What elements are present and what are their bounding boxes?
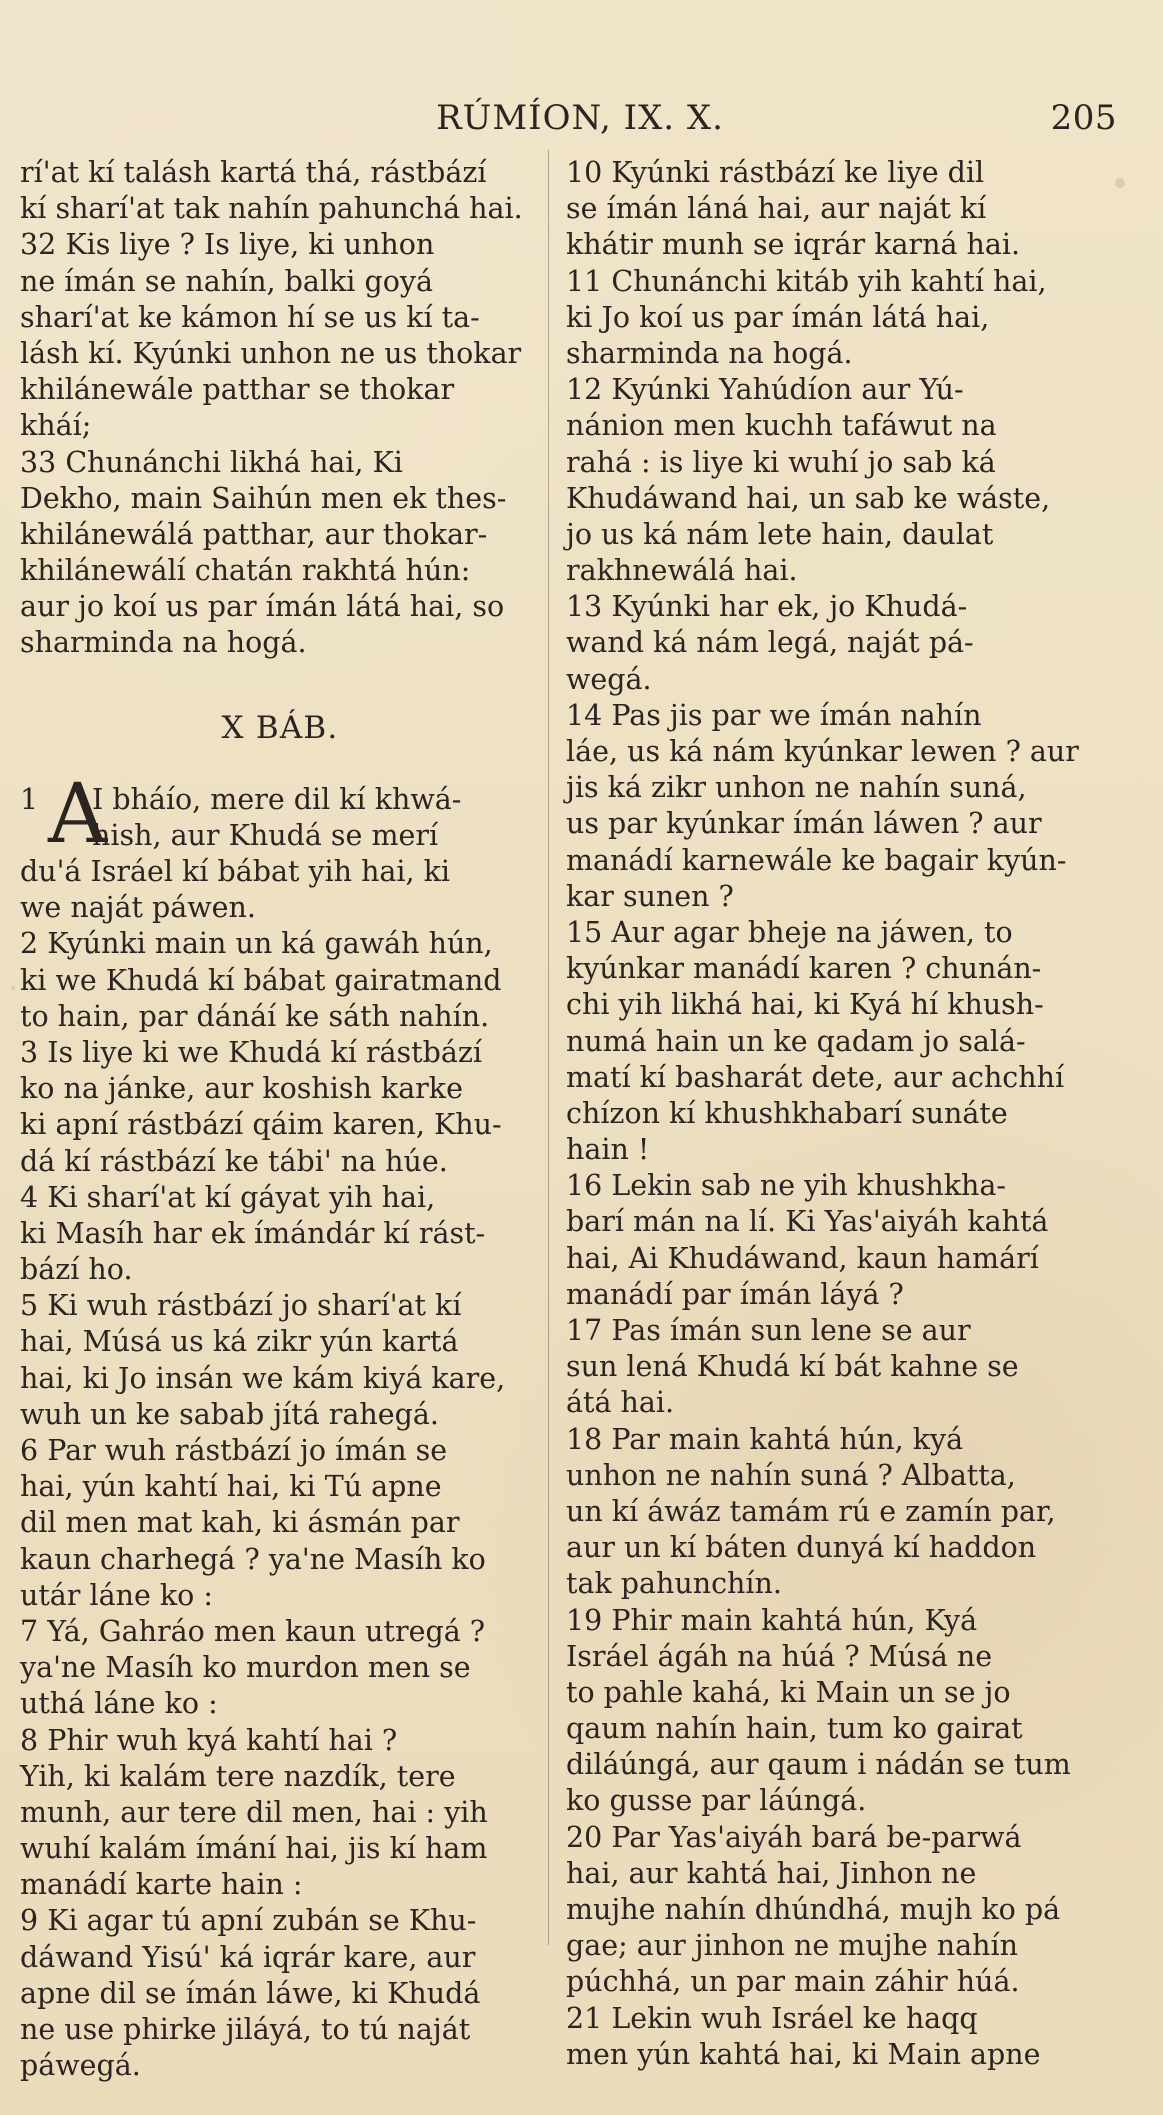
text-line: hai, aur kahtá hai, Jinhon ne (566, 1856, 977, 1890)
text-line: wand ká nám legá, naját pá- (566, 626, 974, 660)
text-line: aur un kí báten dunyá kí haddon (566, 1531, 1037, 1565)
text-line: 19 Phir main kahtá hún, Kyá (566, 1603, 978, 1637)
text-line: Dekho, main Saihún men ek thes- (20, 481, 507, 515)
text-line: I bháío, mere dil kí khwá- (92, 782, 462, 816)
text-line: hish, aur Khudá se merí (92, 818, 439, 852)
text-line: 14 Pas jis par we ímán nahín (566, 698, 982, 732)
text-line: 8 Phir wuh kyá kahtí hai ? (20, 1723, 398, 1757)
text-line: sharminda na hogá. (566, 336, 853, 370)
text-line: 33 Chunánchi likhá hai, Ki (20, 445, 403, 479)
text-line: hai, ki Jo insán we kám kiyá kare, (20, 1361, 506, 1395)
text-line: wuh un ke sabab jítá rahegá. (20, 1397, 439, 1431)
text-line: kar sunen ? (566, 879, 734, 913)
text-line: 17 Pas ímán sun lene se aur (566, 1314, 971, 1347)
text-line: ya'ne Masíh ko murdon men se (20, 1651, 471, 1685)
text-line: ki apní rástbází qáim karen, Khu- (20, 1108, 502, 1142)
text-line: khilánewálá patthar, aur thokar- (20, 517, 488, 551)
text-line: munh, aur tere dil men, hai : yih (20, 1795, 488, 1829)
text-line: jo us ká nám lete hain, daulat (566, 517, 994, 551)
text-line: ki Masíh har ek ímándár kí rást- (20, 1216, 486, 1250)
text-line: ki Jo koí us par ímán látá hai, (566, 300, 990, 334)
text-line: nánion men kuchh tafáwut na (566, 409, 997, 443)
text-line: 12 Kyúnki Yahúdíon aur Yú- (566, 373, 964, 407)
text-line: khátir munh se iqrár karná hai. (566, 228, 1021, 262)
text-line: dáwand Yisú' ká iqrár kare, aur (20, 1940, 476, 1974)
right-column (566, 155, 1080, 2073)
text-line: us par kyúnkar ímán láwen ? aur (566, 807, 1042, 841)
text-line: manádí karnewále ke bagair kyún- (566, 843, 1067, 877)
text-line: bází ho. (20, 1253, 133, 1287)
text-line: 20 Par Yas'aiyáh bará be-parwá (566, 1820, 1022, 1854)
text-line: ki we Khudá kí bábat gairatmand (20, 963, 502, 997)
text-line: kí sharí'at tak nahín pahunchá hai. (20, 192, 523, 226)
text-line: ko na jánke, aur koshish karke (20, 1072, 463, 1106)
text-line: Yih, ki kalám tere nazdík, tere (20, 1759, 456, 1793)
text-line: wegá. (566, 662, 652, 696)
text-line: Khudáwand hai, un sab ke wáste, (566, 481, 1051, 515)
text-line: diláúngá, aur qaum i nádán se tum (566, 1748, 1071, 1782)
text-line: utár láne ko : (20, 1578, 213, 1612)
chapter-heading: X BÁB. (221, 709, 339, 746)
page-number: 205 (1050, 98, 1117, 138)
text-line: hai, Ai Khudáwand, kaun hamárí (566, 1241, 1039, 1275)
running-head: RÚMÍON, IX. X. (436, 98, 724, 138)
text-line: khilánewále patthar se thokar (20, 373, 455, 407)
text-line: apne dil se ímán láwe, ki Khudá (20, 1976, 481, 2010)
text-line: uthá láne ko : (20, 1687, 218, 1721)
text-line: aur jo koí us par ímán látá hai, so (20, 590, 505, 624)
drop-cap: A (48, 766, 108, 862)
text-line: barí mán na lí. Ki Yas'aiyáh kahtá (566, 1205, 1049, 1239)
text-line: hai, Músá us ká zikr yún kartá (20, 1325, 459, 1359)
text-line: dil men mat kah, ki ásmán par (20, 1506, 460, 1540)
text-line: sun lená Khudá kí bát kahne se (566, 1350, 1019, 1384)
text-line: 32 Kis liye ? Is liye, ki unhon (20, 228, 435, 262)
margin-mark (11, 986, 15, 990)
text-line: 13 Kyúnki har ek, jo Khudá- (566, 590, 968, 624)
text-line: átá hai. (566, 1386, 675, 1420)
text-line: rí'at kí talásh kartá thá, rástbází (20, 156, 487, 189)
text-line: hain ! (566, 1133, 650, 1167)
text-line: 7 Yá, Gahráo men kaun utregá ? (20, 1614, 486, 1648)
text-line: 2 Kyúnki main un ká gawáh hún, (20, 927, 493, 961)
text-line: chízon kí khushkhabarí sunáte (566, 1096, 1008, 1130)
paper-speck (1115, 178, 1125, 188)
text-line: chi yih likhá hai, ki Kyá hí khush- (566, 988, 1044, 1022)
text-line: numá hain un ke qadam jo salá- (566, 1024, 1026, 1058)
text-line: rahá : is liye ki wuhí jo sab ká (566, 445, 996, 479)
text-line: kyúnkar manádí karen ? chunán- (566, 952, 1042, 986)
text-line: 6 Par wuh rástbází jo ímán se (20, 1434, 448, 1467)
text-line: kaun charhegá ? ya'ne Masíh ko (20, 1542, 486, 1576)
chapter-heading-block (20, 662, 540, 782)
text-line: manádí karte hain : (20, 1868, 303, 1902)
text-line: men yún kahtá hai, ki Main apne (566, 2037, 1041, 2071)
text-line: 5 Ki wuh rástbází jo sharí'at kí (20, 1289, 462, 1323)
text-line: 21 Lekin wuh Isráel ke haqq (566, 2001, 978, 2035)
text-line: to hain, par dánáí ke sáth nahín. (20, 999, 490, 1033)
text-line: rakhnewálá hai. (566, 554, 798, 588)
verse-number: 1 (20, 782, 39, 816)
text-line: khilánewálí chatán rakhtá hún: (20, 554, 471, 588)
text-line: ne use phirke jiláyá, to tú naját (20, 2013, 471, 2046)
text-line: manádí par ímán láyá ? (566, 1277, 904, 1311)
text-line: 4 Ki sharí'at kí gáyat yih hai, (20, 1180, 436, 1214)
text-line: sharminda na hogá. (20, 626, 307, 660)
text-line: lásh kí. Kyúnki unhon ne us thokar (20, 336, 522, 370)
text-line: sharí'at ke kámon hí se us kí ta- (20, 300, 480, 334)
text-line: dá kí rástbází ke tábi' na húe. (20, 1144, 448, 1178)
text-line: 10 Kyúnki rástbází ke liye dil (566, 156, 985, 189)
text-line: gae; aur jinhon ne mujhe nahín (566, 1929, 1018, 1963)
text-line: we naját páwen. (20, 891, 256, 925)
text-line: páwegá. (20, 2049, 141, 2083)
text-line: 15 Aur agar bheje na jáwen, to (566, 915, 1013, 949)
column-divider (548, 150, 549, 1945)
text-line: to pahle kahá, ki Main un se jo (566, 1675, 1011, 1709)
text-line: láe, us ká nám kyúnkar lewen ? aur (566, 735, 1079, 768)
text-line: púchhá, un par main záhir húá. (566, 1965, 1020, 1999)
text-line: mujhe nahín dhúndhá, mujh ko pá (566, 1893, 1061, 1926)
text-line: 16 Lekin sab ne yih khushkha- (566, 1169, 1006, 1203)
text-line: ko gusse par láúngá. (566, 1784, 867, 1818)
text-line: matí kí basharát dete, aur achchhí (566, 1060, 1065, 1094)
text-line: 18 Par main kahtá hún, kyá (566, 1422, 964, 1456)
text-line: 9 Ki agar tú apní zubán se Khu- (20, 1904, 477, 1938)
text-line: 3 Is liye ki we Khudá kí rástbází (20, 1035, 482, 1069)
text-line: se ímán láná hai, aur naját kí (566, 192, 987, 226)
text-line: du'á Isráel kí bábat yih hai, ki (20, 855, 451, 888)
text-line: kháí; (20, 409, 92, 443)
text-line: qaum nahín hain, tum ko gairat (566, 1712, 1023, 1746)
text-line: jis ká zikr unhon ne nahín suná, (566, 771, 1027, 805)
text-line: wuhí kalám ímání hai, jis kí ham (20, 1832, 488, 1866)
text-line: un kí áwáz tamám rú e zamín par, (566, 1494, 1056, 1528)
text-line: ne ímán se nahín, balki goyá (20, 264, 433, 298)
text-line: Isráel ágáh na húá ? Músá ne (566, 1639, 993, 1673)
chapter-start (20, 766, 540, 862)
text-line: unhon ne nahín suná ? Albatta, (566, 1458, 1016, 1492)
text-line: tak pahunchín. (566, 1567, 782, 1601)
text-line: hai, yún kahtí hai, ki Tú apne (20, 1470, 442, 1504)
text-line: 11 Chunánchi kitáb yih kahtí hai, (566, 264, 1047, 298)
left-column (20, 155, 540, 2084)
